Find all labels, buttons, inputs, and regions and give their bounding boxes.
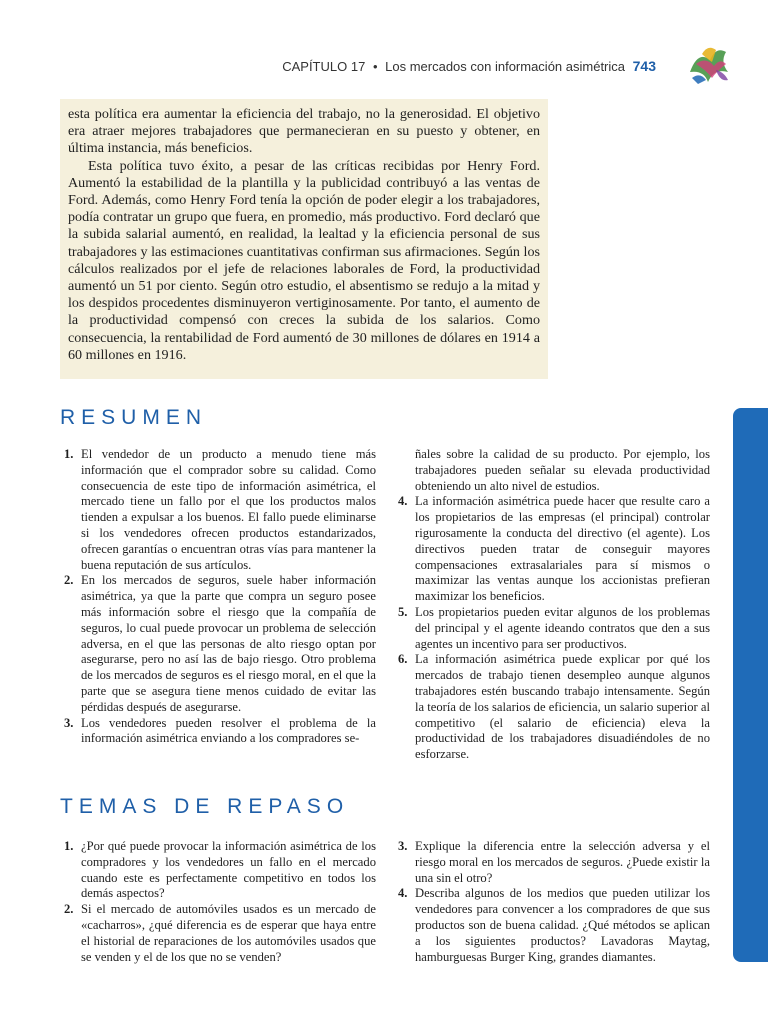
- summary-item: 6. La información asimétrica puede explicar por qué los mercados de trabajo tienen desempleo aunque algunos trabajadores estén buscando trabajo intensamente. Según la teoría de los salarios de eficiencia, un salario superior al competitivo (el salario de eficiencia) eleva la productividad de los trabajadores disuadiéndoles de no esforzarse.: [398, 652, 710, 762]
- review-question: 3. Explique la diferencia entre la selección adversa y el riesgo moral en los mercados de seguros. ¿Puede existir la una sin el otro?: [398, 839, 710, 885]
- repaso-heading: TEMAS DE REPASO: [60, 795, 350, 818]
- box-paragraph-1: esta política era aumentar la eficiencia del trabajo, no la generosidad. El objetivo era atraer mejores trabajadores que permanecieran en su puesto y obtener, en última instancia, más beneficios.: [68, 106, 540, 157]
- resumen-left-column: [64, 447, 376, 747]
- running-head: [282, 58, 656, 74]
- repaso-right-column: [398, 839, 710, 965]
- chapter-title: Los mercados con información asimétrica: [385, 59, 626, 74]
- summary-item: 3. Los vendedores pueden resolver el problema de la información asimétrica enviando a los compradores se-: [64, 715, 376, 746]
- section-side-tab: [733, 408, 768, 962]
- repaso-left-column: [64, 839, 376, 965]
- resumen-heading: RESUMEN: [60, 406, 208, 429]
- summary-item: 1. El vendedor de un producto a menudo tiene más información que el comprador sobre su calidad. Como consecuencia de este tipo de información asimétrica, el mercado tiene un fallo por el que los productos malos tienden a expulsar a los buenos. El fallo puede eliminarse si los vendedores ofrecen productos estandarizados, ofrecen garantías o encuentran otras vías para mantener la buena reputación de sus artículos.: [64, 447, 376, 572]
- summary-item: 4. La información asimétrica puede hacer que resulte caro a los propietarios de las empresas (el principal) controlar rigurosamente la conducta del directivo (el agente). Los directivos pueden tratar de conseguir mayores compensaciones extrasalariales para sí mismos o maximizar las ventas aunque los accionistas prefieran maximizar los beneficios.: [398, 494, 710, 604]
- chapter-logo-icon: [686, 42, 732, 86]
- box-paragraph-2: Esta política tuvo éxito, a pesar de las críticas recibidas por Henry Ford. Aumentó la estabilidad de la plantilla y la publicidad contribuyó a las ventas de Ford. Además, como Henry Ford tenía la opción de poder elegir a los trabajadores, podía contratar un grupo que fuera, en promedio, más productivo. Ford declaró que la subida salarial aumentó, en realidad, la lealtad y la eficiencia personal de sus trabajadores y las estimaciones cuantitativas confirman sus afirmaciones. Según los cálculos realizados por el jefe de relaciones laborales de Ford, la productividad aumentó un 51 por ciento. Según otro estudio, el absentismo se redujo a la mitad y los despidos procedentes disminuyeron vertiginosamente. Por tanto, el aumento de la productividad compensó con creces la subida de los salarios. Como consecuencia, la rentabilidad de Ford aumentó de 30 millones de dólares en 1914 a 60 millones en 1916.: [68, 157, 540, 363]
- summary-continuation: ñales sobre la calidad de su producto. Por ejemplo, los trabajadores pueden señalar su elevada productividad obteniendo un alto nivel de estudios.: [415, 447, 710, 493]
- case-study-box: [60, 99, 548, 379]
- chapter-label: CAPÍTULO 17: [282, 59, 366, 74]
- summary-item: 2. En los mercados de seguros, suele haber información asimétrica, ya que la parte que compra un seguro posee más información sobre el riesgo que la compañía de seguros, lo cual puede provocar un problema de selección adversa, en el que las personas de alto riesgo optan por asegurarse, pero no así las de bajo riesgo. Otro problema de los mercados de seguros es el riesgo moral, en el que la parte que se asegura tiene menos cuidado de evitar las pérdidas después de asegurarse.: [64, 573, 376, 714]
- review-question: 1. ¿Por qué puede provocar la información asimétrica de los compradores y los vendedores un fallo en el mercado cuando este es perfectamente competitivo en todos los demás aspectos?: [64, 839, 376, 901]
- page-number: 743: [632, 58, 656, 74]
- resumen-right-column: [398, 447, 710, 763]
- summary-item: 5. Los propietarios pueden evitar algunos de los problemas del principal y el agente ideando contratos que den a sus agentes un incentivo para ser productivos.: [398, 604, 710, 651]
- review-question: 2. Si el mercado de automóviles usados es un mercado de «cacharros», ¿qué diferencia es de esperar que haya entre el historial de reparaciones de los automóviles usados que se venden y el de los que no se venden?: [64, 902, 376, 964]
- review-question: 4. Describa algunos de los medios que pueden utilizar los vendedores para convencer a los compradores de que sus productos son de buena calidad. ¿Qué métodos se aplican a los siguientes productos? Lavadoras Maytag, hamburguesas Burger King, grandes diamantes.: [398, 886, 710, 964]
- header-bullet: •: [372, 59, 378, 74]
